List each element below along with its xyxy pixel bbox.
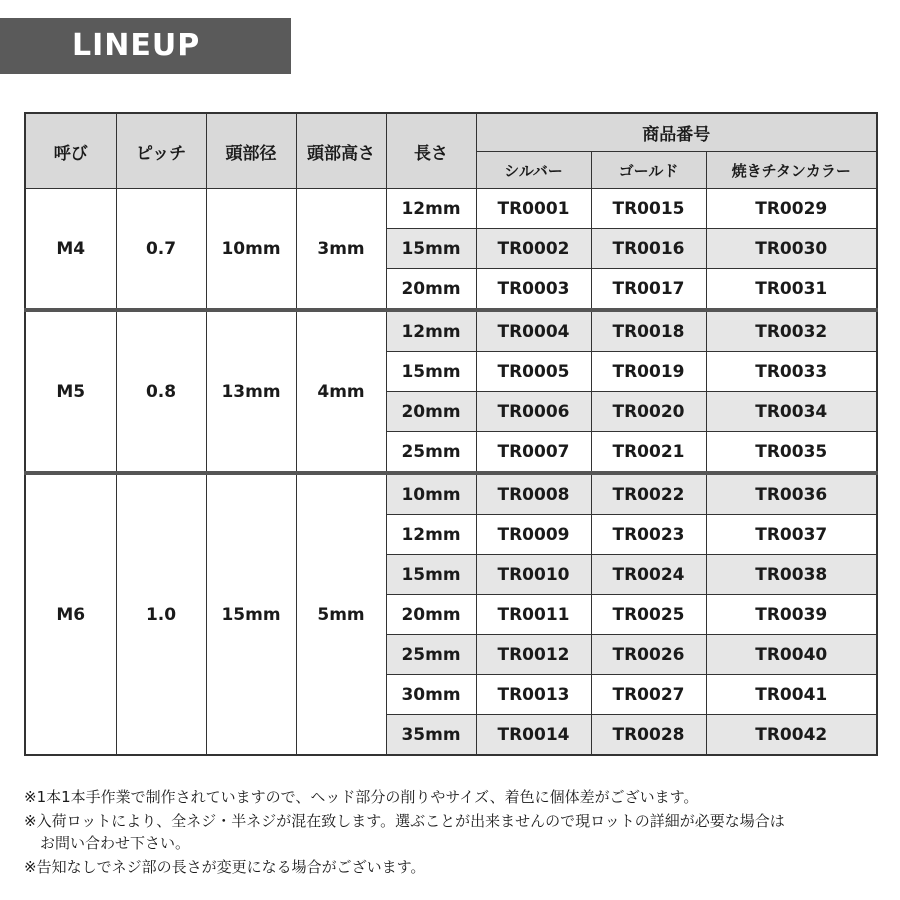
header-pitch: ピッチ [116, 113, 206, 189]
cell-head-height: 4mm [296, 310, 386, 473]
page-title: LINEUP [72, 28, 201, 63]
cell-head-diameter: 15mm [206, 473, 296, 755]
cell-length: 12mm [386, 310, 476, 352]
note-3-line1: ※告知なしでネジ部の長さが変更になる場合がございます。 [24, 858, 426, 876]
cell-length: 10mm [386, 473, 476, 515]
cell-code-silver: TR0001 [476, 189, 591, 229]
cell-pitch: 0.8 [116, 310, 206, 473]
cell-code-titanium: TR0033 [706, 352, 877, 392]
cell-code-titanium: TR0030 [706, 229, 877, 269]
table-header [25, 113, 877, 189]
cell-code-titanium: TR0041 [706, 675, 877, 715]
note-2-line1: ※入荷ロットにより、全ネジ・半ネジが混在致します。選ぶことが出来ませんので現ロットの詳細が必要な場合は [24, 812, 785, 830]
header-color-titanium: 焼きチタンカラー [706, 152, 877, 189]
cell-head-diameter: 13mm [206, 310, 296, 473]
cell-code-gold: TR0017 [591, 269, 706, 311]
cell-code-titanium: TR0029 [706, 189, 877, 229]
cell-length: 15mm [386, 229, 476, 269]
cell-code-gold: TR0022 [591, 473, 706, 515]
cell-code-gold: TR0019 [591, 352, 706, 392]
cell-length: 15mm [386, 555, 476, 595]
cell-head-height: 5mm [296, 473, 386, 755]
cell-code-silver: TR0007 [476, 432, 591, 474]
title-band [0, 18, 291, 74]
table-row [25, 310, 877, 352]
header-product-number: 商品番号 [476, 113, 877, 152]
cell-code-gold: TR0016 [591, 229, 706, 269]
cell-length: 12mm [386, 189, 476, 229]
cell-size: M6 [25, 473, 116, 755]
table-body [25, 189, 877, 756]
cell-code-titanium: TR0037 [706, 515, 877, 555]
cell-code-gold: TR0028 [591, 715, 706, 756]
cell-code-silver: TR0003 [476, 269, 591, 311]
cell-code-titanium: TR0036 [706, 473, 877, 515]
cell-code-silver: TR0005 [476, 352, 591, 392]
cell-code-silver: TR0010 [476, 555, 591, 595]
cell-code-titanium: TR0042 [706, 715, 877, 756]
cell-code-silver: TR0011 [476, 595, 591, 635]
cell-code-titanium: TR0040 [706, 635, 877, 675]
cell-length: 15mm [386, 352, 476, 392]
header-size: 呼び [25, 113, 116, 189]
cell-code-titanium: TR0035 [706, 432, 877, 474]
cell-length: 12mm [386, 515, 476, 555]
cell-code-silver: TR0008 [476, 473, 591, 515]
cell-code-titanium: TR0039 [706, 595, 877, 635]
table-row [25, 189, 877, 229]
cell-code-titanium: TR0031 [706, 269, 877, 311]
cell-code-titanium: TR0038 [706, 555, 877, 595]
lineup-table [24, 112, 878, 756]
cell-code-titanium: TR0034 [706, 392, 877, 432]
header-length: 長さ [386, 113, 476, 189]
cell-code-titanium: TR0032 [706, 310, 877, 352]
cell-length: 35mm [386, 715, 476, 756]
note-3 [24, 856, 880, 878]
cell-code-silver: TR0004 [476, 310, 591, 352]
cell-code-gold: TR0023 [591, 515, 706, 555]
cell-length: 20mm [386, 269, 476, 311]
cell-pitch: 1.0 [116, 473, 206, 755]
cell-code-silver: TR0012 [476, 635, 591, 675]
cell-length: 25mm [386, 635, 476, 675]
note-2 [24, 810, 880, 854]
cell-code-gold: TR0027 [591, 675, 706, 715]
cell-size: M4 [25, 189, 116, 311]
cell-length: 20mm [386, 392, 476, 432]
cell-pitch: 0.7 [116, 189, 206, 311]
cell-code-gold: TR0025 [591, 595, 706, 635]
cell-code-gold: TR0020 [591, 392, 706, 432]
cell-code-silver: TR0006 [476, 392, 591, 432]
cell-code-gold: TR0015 [591, 189, 706, 229]
cell-code-gold: TR0018 [591, 310, 706, 352]
note-2-line2: お問い合わせ下さい。 [40, 834, 191, 852]
notes [24, 786, 880, 880]
cell-length: 25mm [386, 432, 476, 474]
cell-length: 30mm [386, 675, 476, 715]
cell-code-gold: TR0021 [591, 432, 706, 474]
cell-code-silver: TR0013 [476, 675, 591, 715]
header-head-height: 頭部高さ [296, 113, 386, 189]
note-1-line1: ※1本1本手作業で制作されていますので、ヘッド部分の削りやサイズ、着色に個体差がございます。 [24, 788, 699, 806]
cell-code-gold: TR0026 [591, 635, 706, 675]
cell-code-silver: TR0002 [476, 229, 591, 269]
table-row [25, 473, 877, 515]
header-color-silver: シルバー [476, 152, 591, 189]
header-head-diameter: 頭部径 [206, 113, 296, 189]
cell-size: M5 [25, 310, 116, 473]
cell-code-silver: TR0009 [476, 515, 591, 555]
cell-length: 20mm [386, 595, 476, 635]
note-1 [24, 786, 880, 808]
cell-head-height: 3mm [296, 189, 386, 311]
cell-code-silver: TR0014 [476, 715, 591, 756]
cell-head-diameter: 10mm [206, 189, 296, 311]
cell-code-gold: TR0024 [591, 555, 706, 595]
header-color-gold: ゴールド [591, 152, 706, 189]
